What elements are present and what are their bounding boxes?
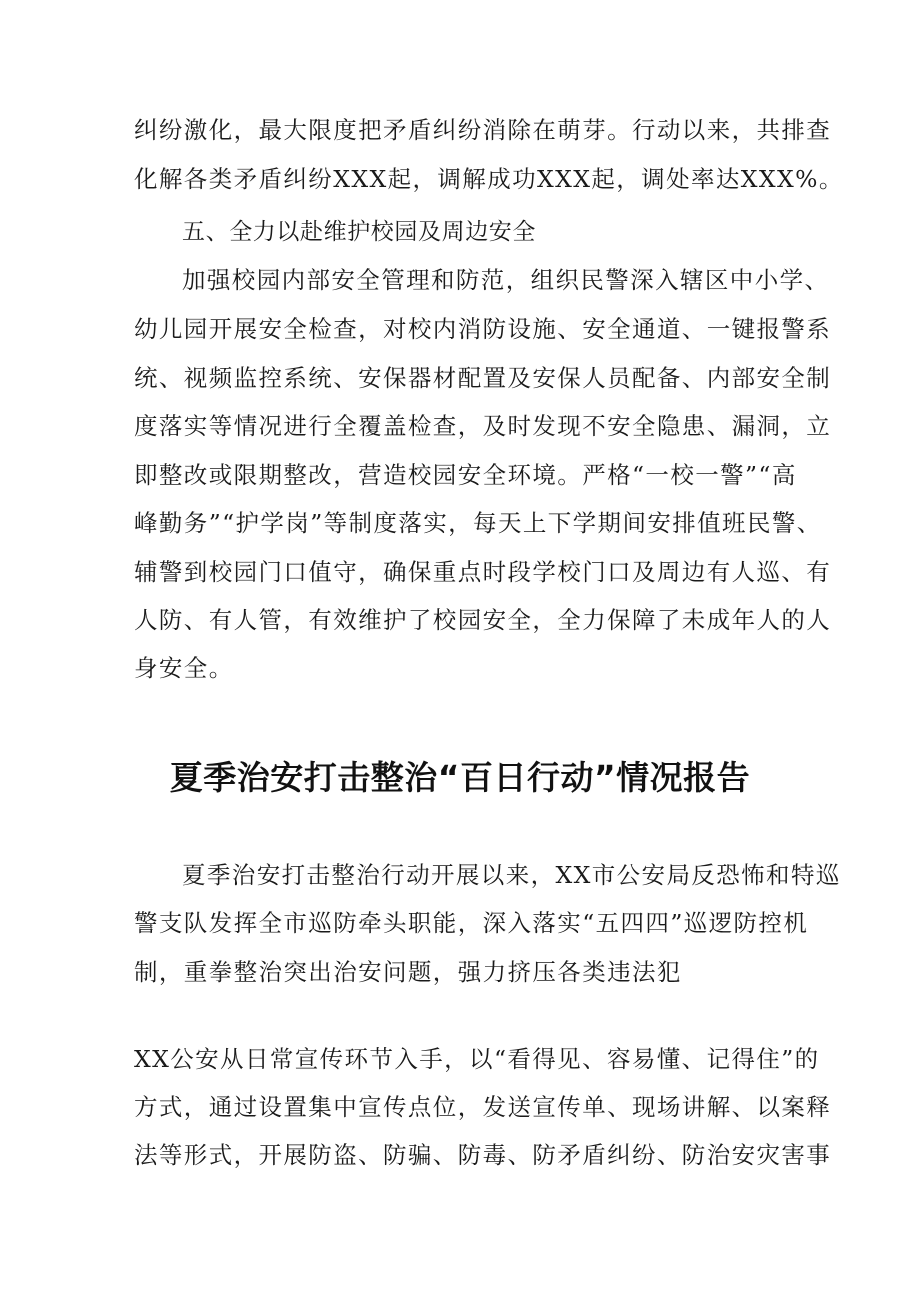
paragraph-line: 法等形式，开展防盗、防骗、防毒、防矛盾纠纷、防治安灾害事 xyxy=(134,1141,832,1169)
paragraph-line: 警支队发挥全市巡防牵头职能，深入落实“五四四”巡逻防控机 xyxy=(134,909,809,937)
paragraph-line: 辅警到校园门口值守，确保重点时段学校门口及周边有人巡、有 xyxy=(134,558,832,586)
paragraph-line: 方式，通过设置集中宣传点位，发送宣传单、现场讲解、以案释 xyxy=(134,1093,832,1121)
paragraph-line: 幼儿园开展安全检查，对校内消防设施、安全通道、一键报警系 xyxy=(134,315,832,343)
paragraph-line: 夏季治安打击整治行动开展以来，XX市公安局反恐怖和特巡 xyxy=(182,861,841,889)
section-heading: 五、全力以赴维护校园及周边安全 xyxy=(182,219,536,245)
paragraph-line: 统、视频监控系统、安保器材配置及安保人员配备、内部安全制 xyxy=(134,364,832,392)
paragraph-line: 纠纷激化，最大限度把矛盾纠纷消除在萌芽。行动以来，共排查 xyxy=(134,116,832,144)
paragraph-line: 人防、有人管，有效维护了校园安全，全力保障了未成年人的人 xyxy=(134,606,832,634)
report-title: 夏季治安打击整治“百日行动”情况报告 xyxy=(169,758,751,797)
paragraph-line: 身安全。 xyxy=(134,654,234,682)
paragraph-line: 度落实等情况进行全覆盖检查，及时发现不安全隐患、漏洞，立 xyxy=(134,412,832,440)
paragraph-line: 加强校园内部安全管理和防范，组织民警深入辖区中小学、 xyxy=(182,266,830,294)
paragraph-line: 峰勤务”“护学岗”等制度落实，每天上下学期间安排值班民警、 xyxy=(134,509,822,537)
paragraph-line: 化解各类矛盾纠纷XXX起，调解成功XXX起，调处率达XXX%。 xyxy=(134,165,844,193)
paragraph-line: 即整改或限期整改，营造校园安全环境。严格“一校一警”“高 xyxy=(134,461,797,489)
paragraph-line: XX公安从日常宣传环节入手，以“看得见、容易懂、记得住”的 xyxy=(134,1045,820,1073)
paragraph-line: 制，重拳整治突出治安问题，强力挤压各类违法犯 xyxy=(134,958,682,986)
